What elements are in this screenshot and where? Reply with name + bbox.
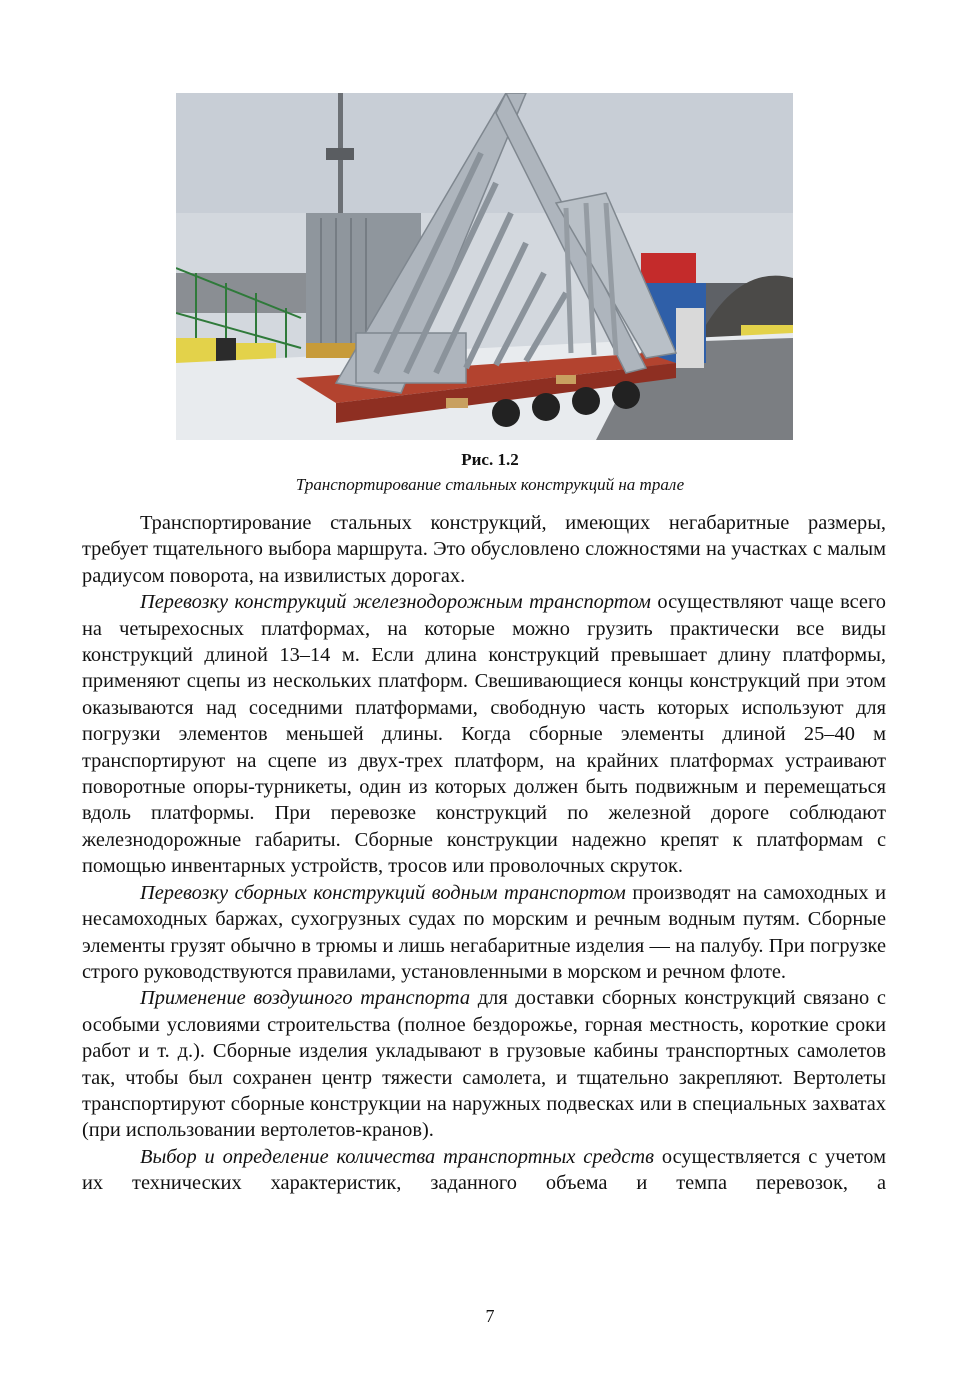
paragraph (82, 589, 886, 879)
paragraph-text: производят на самоходных и несамоходных баржах, сухогрузных судах по морским и речным водным путям. Сборные элементы грузят обычно в трюмы и лишь негабаритные изделия — на палубу. При погрузке строго руководствуются правилами, установленными в морском и речном флоте. (82, 881, 886, 983)
paragraph-lead: Выбор и определение количества транспортных средств (140, 1145, 655, 1168)
paragraph (82, 985, 886, 1143)
figure-photo (176, 93, 793, 440)
paragraph (82, 1144, 886, 1197)
paragraph (82, 880, 886, 986)
page-number: 7 (485, 1306, 495, 1326)
paragraph-text: для доставки сборных конструкций связано с особыми условиями строительства (полное бездорожье, горная местность, короткие сроки работ и т. д.). Сборные изделия укладывают в грузовые кабины транспортных самолетов так, чтобы был сохранен центр тяжести самолета, и тщательно закрепляют. Вертолеты транспортируют сборные конструкции на наружных подвесках или в специальных захватах (при использовании вертолетов-кранов). (82, 987, 886, 1142)
paragraph-text: Транспортирование стальных конструкций, имеющих негабаритные размеры, требует тщательного выбора маршрута. Это обусловлено сложностями на участках с малым радиусом поворота, на извилистых дорогах. (82, 512, 886, 587)
steel-structures-trailer-illustration (176, 93, 793, 440)
body-text (82, 510, 886, 1197)
paragraph-lead: Перевозку конструкций железнодорожным транспортом (140, 591, 651, 614)
paragraph-lead: Перевозку сборных конструкций водным транспортом (140, 881, 626, 904)
paragraph (82, 510, 886, 589)
figure-title: Транспортирование стальных конструкций на трале (295, 475, 685, 494)
paragraph-lead: Применение воздушного транспорта (140, 987, 471, 1010)
paragraph-text: осуществляют чаще всего на четырехосных платформах, на которые можно грузить практически все виды конструкций длиной 13–14 м. Если длина конструкций превышает длину платформы, применяют сцепы из нескольких платформ. Свешивающиеся концы конструкций при этом оказываются над соседними платформами, свободную часть которых используют для погрузки элементов меньшей длины. Когда сборные элементы длиной 25–40 м транспортируют на сцепе из двух-трех платформ, на крайних платформах устраивают поворотные опоры-турникеты, один из которых должен быть подвижным и перемещаться вдоль платформы. При перевозке конструкций по железной дороге соблюдают железнодорожные габариты. Сборные конструкции надежно крепят к платформам с помощью инвентарных устройств, тросов или проволочных скруток. (82, 591, 886, 878)
figure-number: Рис. 1.2 (461, 450, 519, 469)
paragraph-text: осуществляется с учетом их технических характеристик, заданного объема и темпа перевозок, а (82, 1145, 886, 1195)
